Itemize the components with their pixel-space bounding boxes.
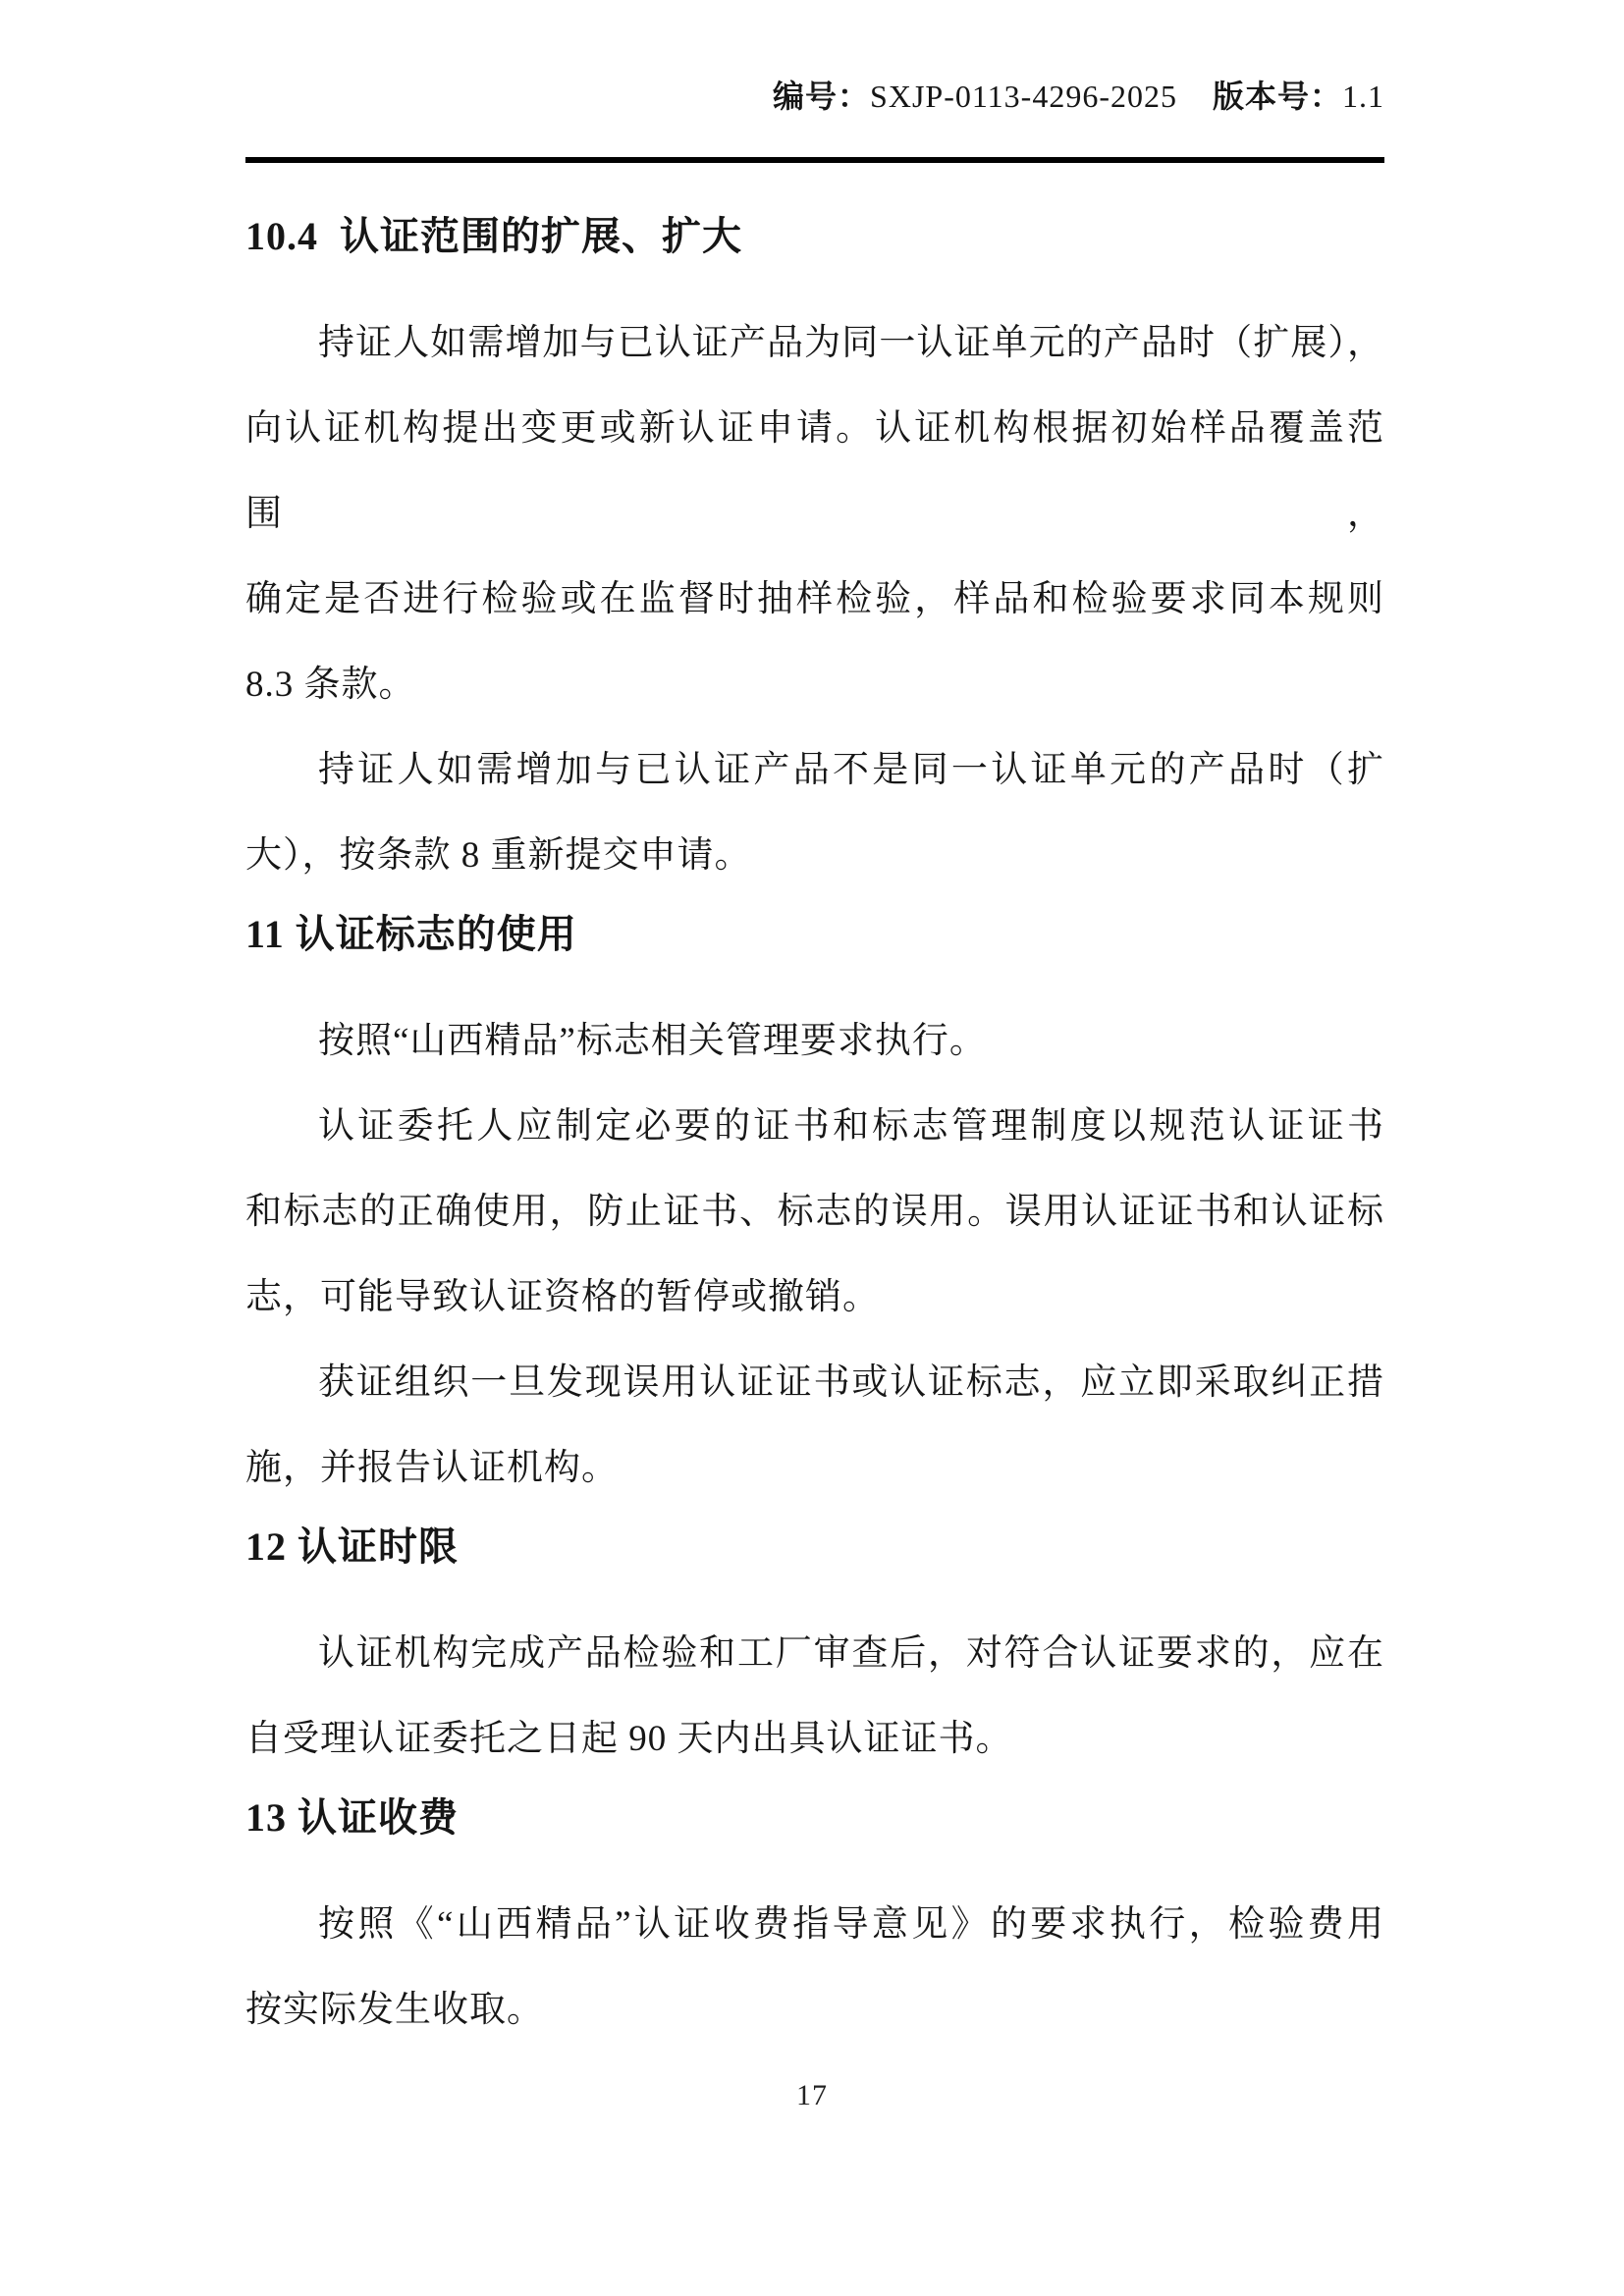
paragraph (245, 1611, 1384, 1782)
page-header (245, 0, 1384, 163)
paragraph (245, 727, 1384, 898)
text-line: 施，并报告认证机构。 (245, 1448, 619, 1488)
paragraph (245, 300, 1384, 727)
paragraph (245, 1882, 1384, 2053)
text-line: 按实际发生收取。 (245, 1990, 544, 2030)
text-line: 持证人如需增加与已认证产品为同一认证单元的产品时（扩展）， (318, 323, 1384, 363)
version-label: 版本号： (1212, 79, 1342, 114)
section-heading: 10.4 认证范围的扩展、扩大 (245, 214, 742, 258)
text-line: 按照“山西精品”标志相关管理要求执行。 (318, 1021, 987, 1061)
text-line: 志，可能导致认证资格的暂停或撤销。 (245, 1277, 880, 1317)
text-line: 确定是否进行检验或在监督时抽样检验，样品和检验要求同本规则 (245, 579, 1384, 619)
text-line: 获证组织一旦发现误用认证证书或认证标志，应立即采取纠正措 (318, 1362, 1384, 1403)
section-heading: 11 认证标志的使用 (245, 912, 577, 956)
text-line: 向认证机构提出变更或新认证申请。认证机构根据初始样品覆盖范围， (245, 408, 1384, 534)
document-body (245, 208, 1384, 2053)
paragraph (245, 1084, 1384, 1340)
text-line: 8.3 条款。 (245, 665, 416, 705)
text-line: 自受理认证委托之日起 90 天内出具认证证书。 (245, 1719, 1013, 1759)
text-line: 大），按条款 8 重新提交申请。 (245, 835, 752, 876)
paragraph (245, 1340, 1384, 1511)
header-meta (245, 0, 1384, 114)
section-heading: 13 认证收费 (245, 1795, 459, 1840)
paragraph (245, 998, 1384, 1084)
version-number: 1.1 (1342, 79, 1384, 114)
section-heading: 12 认证时限 (245, 1524, 459, 1569)
text-line: 持证人如需增加与已认证产品不是同一认证单元的产品时（扩 (318, 750, 1384, 790)
page-footer (0, 2079, 1624, 2112)
text-line: 按照《“山西精品”认证收费指导意见》的要求执行，检验费用 (318, 1904, 1384, 1945)
text-line: 认证机构完成产品检验和工厂审查后，对符合认证要求的，应在 (318, 1633, 1384, 1674)
header-rule (245, 157, 1384, 163)
text-line: 和标志的正确使用，防止证书、标志的误用。误用认证证书和认证标 (245, 1192, 1384, 1232)
text-line: 认证委托人应制定必要的证书和标志管理制度以规范认证证书 (318, 1106, 1384, 1147)
doc-number: SXJP-0113-4296-2025 (870, 79, 1177, 114)
doc-number-label: 编号： (773, 79, 871, 114)
page-number: 17 (796, 2079, 828, 2111)
